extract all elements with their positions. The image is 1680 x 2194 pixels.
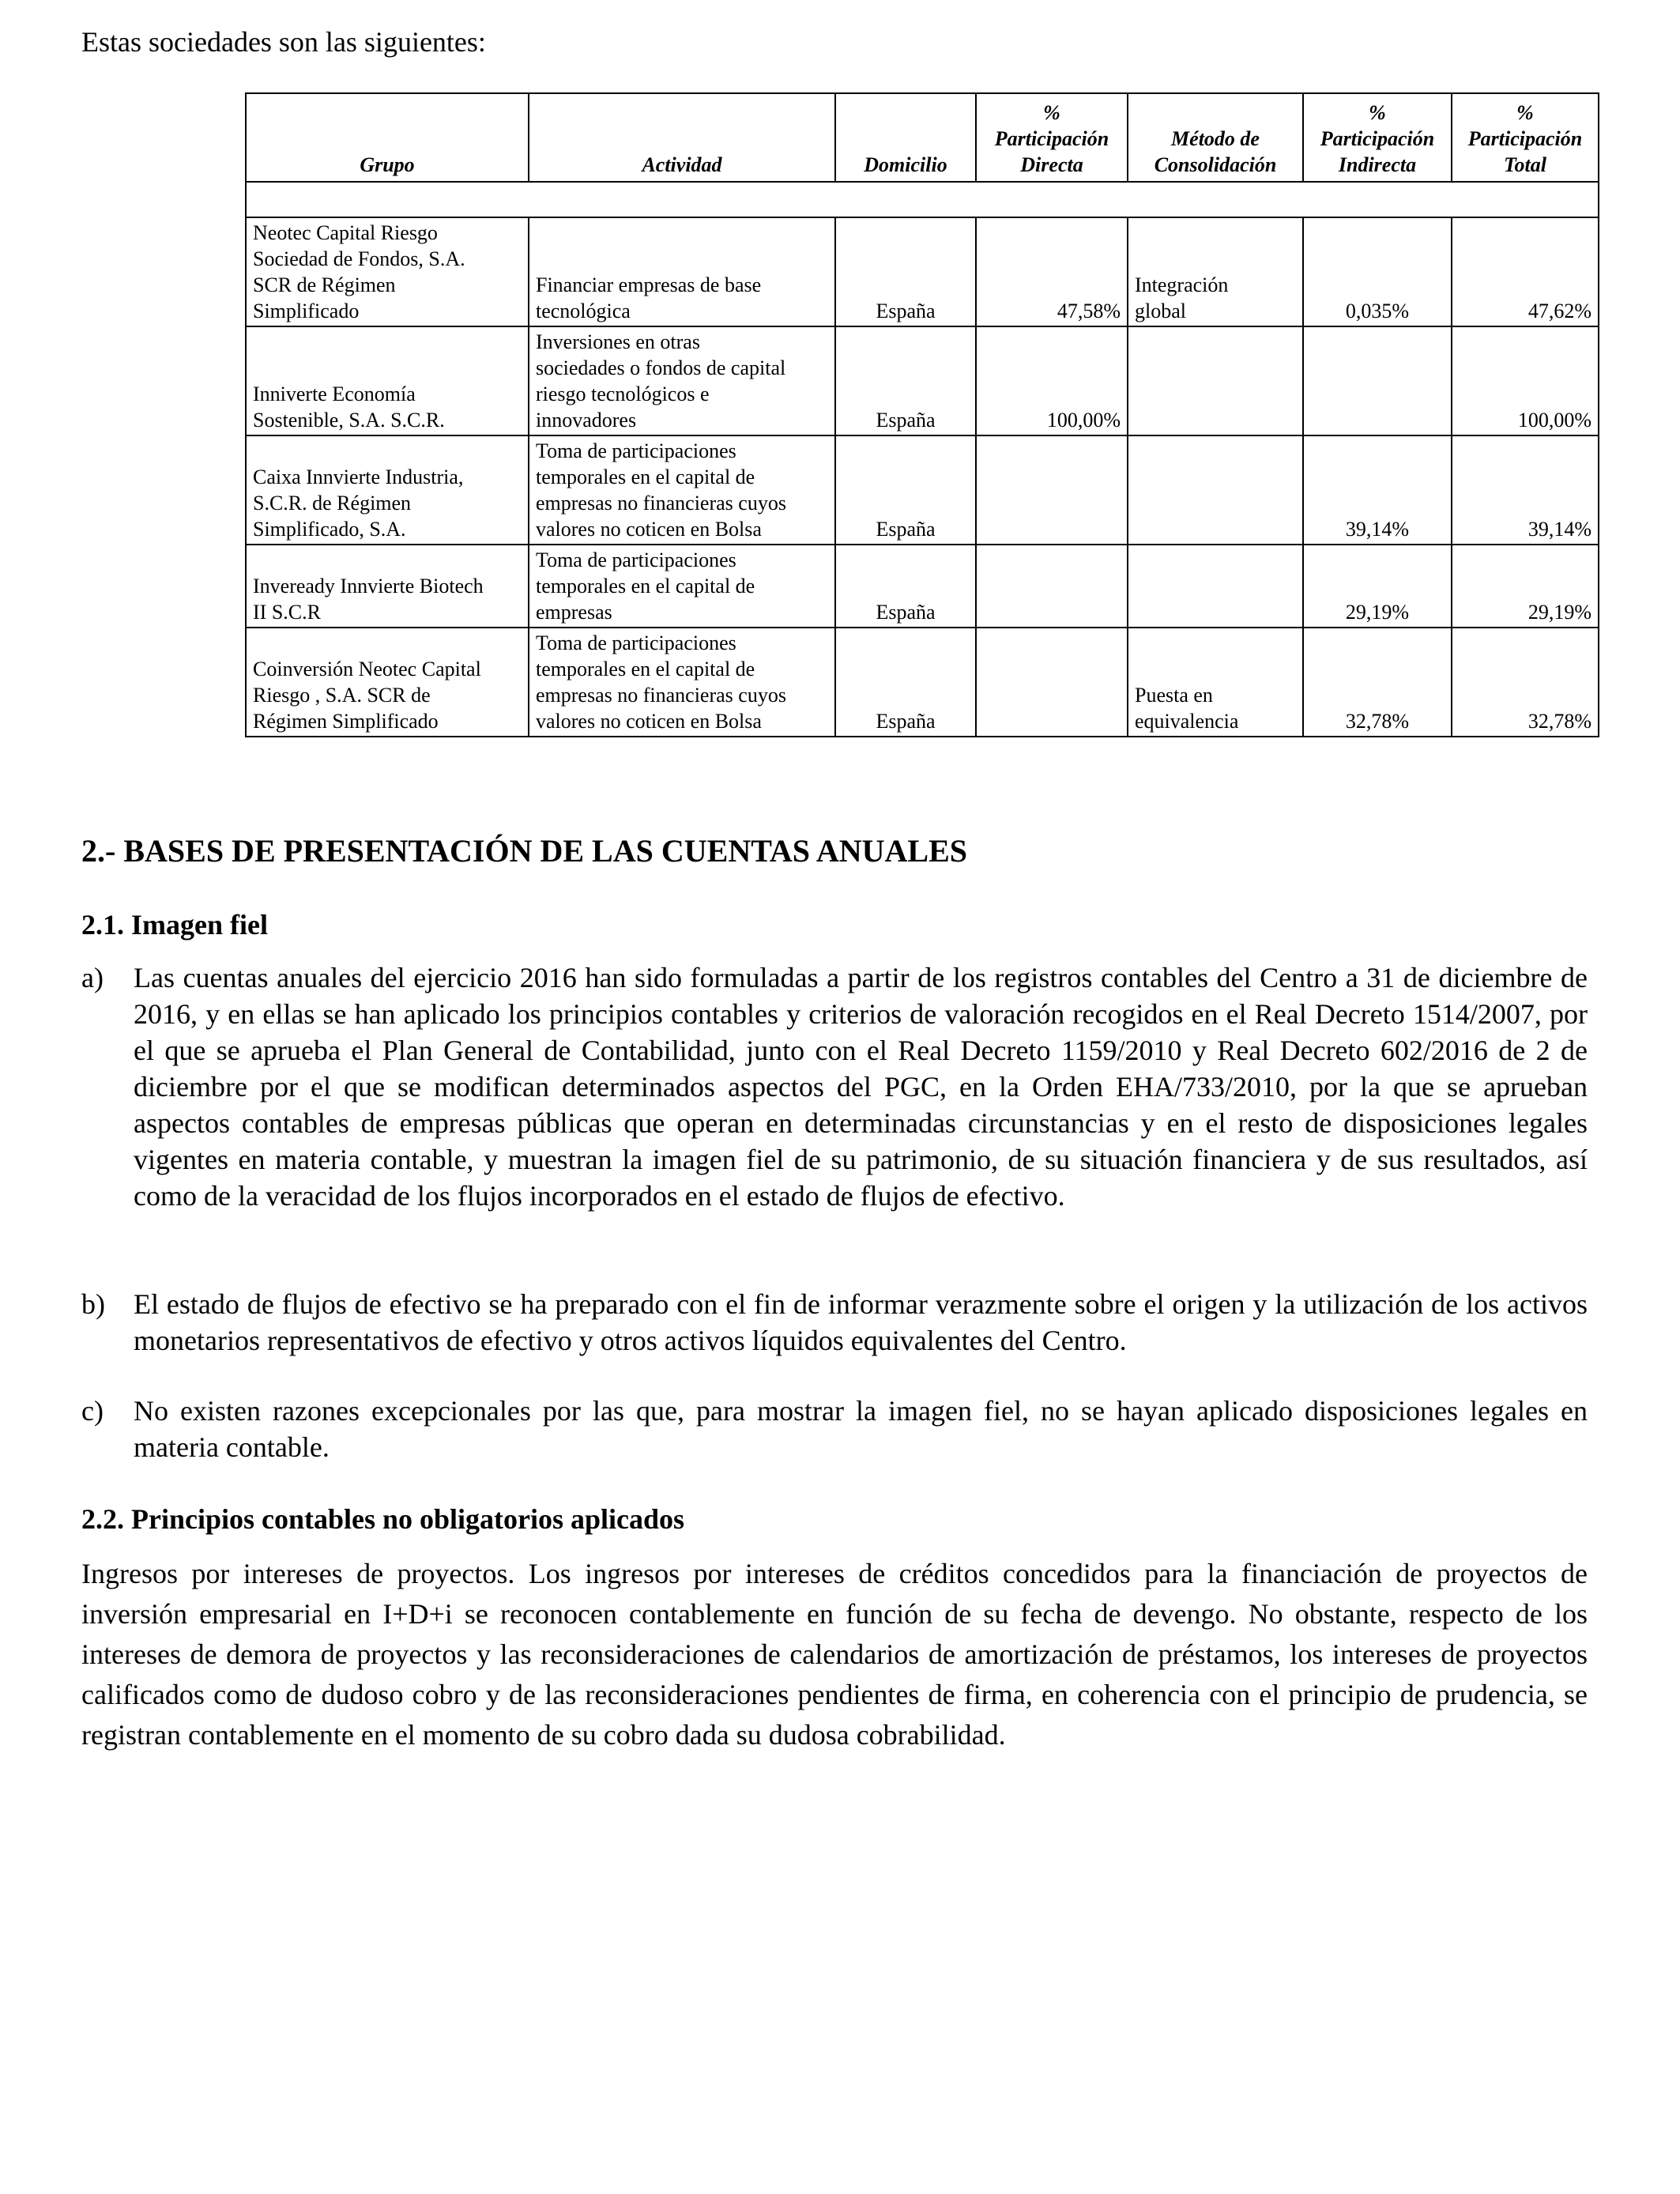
cell-domicilio: España: [835, 545, 976, 628]
header-participacion-total: % Participación Total: [1452, 93, 1599, 182]
cell-metodo: [1128, 435, 1303, 545]
cell-indirecta: [1303, 326, 1452, 435]
cell-directa: [976, 435, 1128, 545]
cell-directa: [976, 545, 1128, 628]
header-participacion-indirecta: % Participación Indirecta: [1303, 93, 1452, 182]
cell-actividad: Toma de participaciones temporales en el capital de empresas no financieras cuyos valores no coticen en Bolsa: [529, 435, 835, 545]
header-participacion-directa: % Participación Directa: [976, 93, 1128, 182]
cell-total: 100,00%: [1452, 326, 1599, 435]
cell-grupo: Inniverte Economía Sostenible, S.A. S.C.R.: [246, 326, 529, 435]
list-item: [81, 1393, 1588, 1465]
table-row: [246, 628, 1599, 737]
list-item-text: No existen razones excepcionales por las que, para mostrar la imagen fiel, no se hayan aplicado disposiciones legales en materia contable.: [134, 1395, 1588, 1463]
table-row: [246, 435, 1599, 545]
cell-grupo: Inveready Innvierte Biotech II S.C.R: [246, 545, 529, 628]
cell-grupo: Caixa Innvierte Industria, S.C.R. de Régimen Simplificado, S.A.: [246, 435, 529, 545]
cell-directa: 100,00%: [976, 326, 1128, 435]
list-marker: b): [81, 1288, 105, 1320]
table-row: [246, 326, 1599, 435]
cell-metodo: Integración global: [1128, 217, 1303, 326]
header-domicilio: Domicilio: [835, 93, 976, 182]
cell-total: 32,78%: [1452, 628, 1599, 737]
table-header-row: [246, 93, 1599, 182]
cell-grupo: Coinversión Neotec Capital Riesgo , S.A. SCR de Régimen Simplificado: [246, 628, 529, 737]
subsection-heading-principios: 2.2. Principios contables no obligatorios aplicados: [81, 1503, 685, 1535]
list-item-text: Las cuentas anuales del ejercicio 2016 han sido formuladas a partir de los registros contables del Centro a 31 de diciembre de 2016, y en ellas se han aplicado los principios contables y criterios de valoración recogidos en el Real Decreto 1514/2007, por el que se aprueba el Plan General de Contabilidad, junto con el Real Decreto 1159/2010 y Real Decreto 602/2016 de 2 de diciembre por el que se modifican determinados aspectos del PGC, en la Orden EHA/733/2010, por la que se aprueban aspectos contables de empresas públicas que operan en determinadas circunstancias y en el resto de disposiciones legales vigentes en materia contable, y muestran la imagen fiel de su patrimonio, de su situación financiera y de sus resultados, así como de la veracidad de los flujos incorporados en el estado de flujos de efectivo.: [134, 962, 1588, 1212]
cell-indirecta: 39,14%: [1303, 435, 1452, 545]
body-paragraph: Ingresos por intereses de proyectos. Los ingresos por intereses de créditos concedidos para la financiación de proyectos de inversión empresarial en I+D+i se reconocen contablemente en función de su fecha de devengo. No obstante, respecto de los intereses de demora de proyectos y las reconsideraciones de calendarios de amortización de préstamos, los intereses de proyectos calificados como de dudoso cobro y de las reconsideraciones pendientes de firma, en coherencia con el principio de prudencia, se registran contablemente en el momento de su cobro dada su dudosa cobrabilidad.: [81, 1558, 1588, 1751]
list-item: [81, 959, 1588, 1214]
list-item-text: El estado de flujos de efectivo se ha preparado con el fin de informar verazmente sobre el origen y la utilización de los activos monetarios representativos de efectivo y otros activos líquidos equivalentes del Centro.: [134, 1288, 1588, 1356]
cell-indirecta: 29,19%: [1303, 545, 1452, 628]
section-heading: 2.- BASES DE PRESENTACIÓN DE LAS CUENTAS ANUALES: [81, 833, 967, 869]
cell-grupo: Neotec Capital Riesgo Sociedad de Fondos, S.A. SCR de Régimen Simplificado: [246, 217, 529, 326]
cell-domicilio: España: [835, 628, 976, 737]
table-row: [246, 545, 1599, 628]
table-spacer-row: [246, 182, 1599, 217]
cell-directa: 47,58%: [976, 217, 1128, 326]
subsection-heading-imagen-fiel: 2.1. Imagen fiel: [81, 909, 268, 941]
table-row: [246, 217, 1599, 326]
cell-domicilio: España: [835, 217, 976, 326]
cell-actividad: Toma de participaciones temporales en el capital de empresas no financieras cuyos valores no coticen en Bolsa: [529, 628, 835, 737]
list-item: [81, 1286, 1588, 1359]
list-marker: c): [81, 1395, 104, 1427]
header-grupo: Grupo: [246, 93, 529, 182]
header-actividad: Actividad: [529, 93, 835, 182]
cell-total: 39,14%: [1452, 435, 1599, 545]
cell-total: 29,19%: [1452, 545, 1599, 628]
header-metodo-consolidacion: Método de Consolidación: [1128, 93, 1303, 182]
cell-metodo: [1128, 545, 1303, 628]
cell-actividad: Financiar empresas de base tecnológica: [529, 217, 835, 326]
cell-directa: [976, 628, 1128, 737]
list-marker: a): [81, 962, 104, 993]
cell-actividad: Toma de participaciones temporales en el capital de empresas: [529, 545, 835, 628]
cell-domicilio: España: [835, 326, 976, 435]
cell-domicilio: España: [835, 435, 976, 545]
cell-indirecta: 0,035%: [1303, 217, 1452, 326]
intro-text: Estas sociedades son las siguientes:: [81, 26, 486, 58]
cell-actividad: Inversiones en otras sociedades o fondos de capital riesgo tecnológicos e innovadores: [529, 326, 835, 435]
cell-metodo: [1128, 326, 1303, 435]
cell-metodo: Puesta en equivalencia: [1128, 628, 1303, 737]
cell-indirecta: 32,78%: [1303, 628, 1452, 737]
companies-table: [245, 92, 1599, 737]
cell-total: 47,62%: [1452, 217, 1599, 326]
